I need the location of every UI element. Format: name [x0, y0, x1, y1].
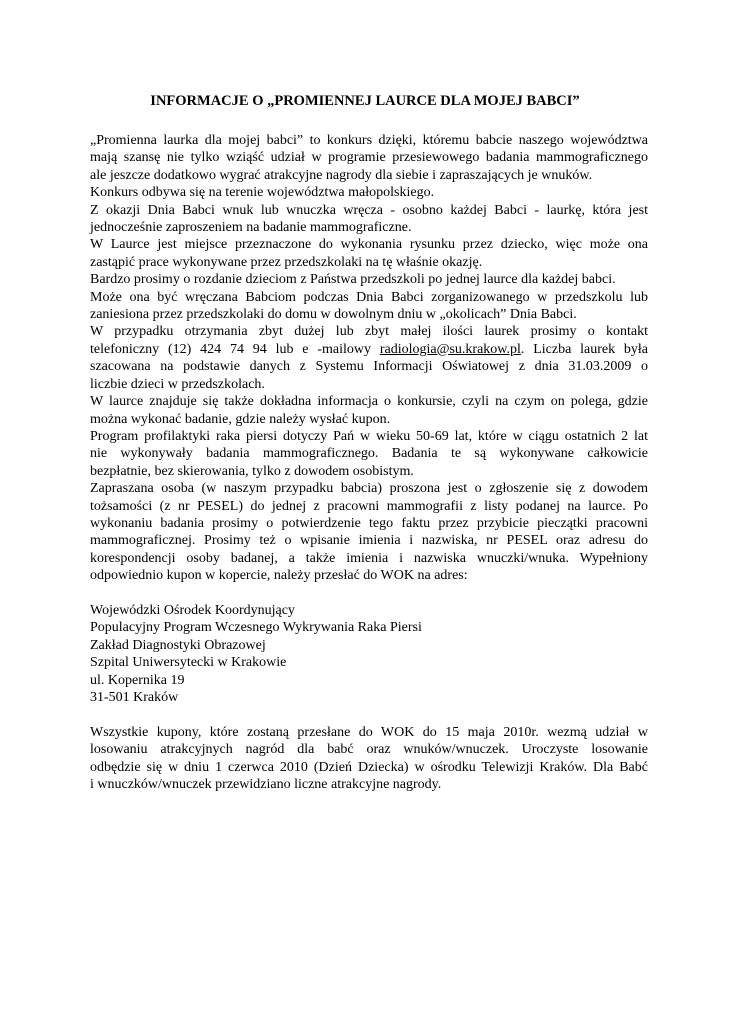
text-line: odbędzie się w dniu 1 czerwca 2010 (Dzień Dziecka) w ośrodku Telewizji Kraków. Dla Babć: [90, 759, 648, 775]
text-line: „Promienna laurka dla mojej babci” to konkurs dzięki, któremu babcie naszego województwa: [90, 133, 648, 148]
text-line: ale jeszcze dodatkowo wygrać atrakcyjne nagrody dla siebie i zapraszających je wnuków.: [90, 167, 593, 183]
paragraph-procedure: [90, 480, 648, 584]
paragraph-lottery: [90, 724, 648, 794]
text-line: nie wykonywały badania mammograficznego. Badania te są wykonywane całkowicie: [90, 446, 648, 462]
email-link[interactable]: radiologia@su.krakow.pl: [379, 341, 521, 357]
paragraph-drawing: [90, 236, 648, 271]
text-line: W przypadku otrzymania zbyt dużej lub zbyt małej ilości laurek prosimy o kontakt: [90, 324, 648, 340]
text-line: zaniesiona przez przedszkolaki do domu w dowolnym dniu w „okolicach” Dnia Babci.: [90, 307, 577, 323]
address-line: ul. Kopernika 19: [90, 672, 185, 688]
text-line: losowaniu atrakcyjnych nagród dla babć oraz wnuków/wnuczek. Uroczyste losowanie: [90, 742, 648, 758]
text-line: odpowiednio kupon w kopercie, należy przesłać do WOK na adres:: [90, 568, 468, 584]
spacer: [90, 706, 648, 723]
text-line: zastąpić prace wykonywane przez przedszkolaki na tę właśnie okazję.: [90, 254, 483, 270]
text-line: i wnuczków/wnuczek przewidziano liczne atrakcyjne nagrody.: [90, 777, 442, 792]
paragraph-contact: [90, 323, 648, 393]
text-line: można wykonać badanie, gdzie należy wysłać kupon.: [90, 411, 391, 427]
text-line: Bardzo prosimy o rozdanie dzieciom z Państwa przedszkoli po jednej laurce dla każdej babci.: [90, 272, 616, 288]
text-line: Wszystkie kupony, które zostaną przesłane do WOK do 15 maja 2010r. wezmą udział w: [90, 724, 648, 740]
address-line: Szpital Uniwersytecki w Krakowie: [90, 655, 287, 671]
text-line: mają szansę nie tylko wziąść udział w programie przesiewowego badania mammograficznego: [90, 150, 648, 166]
paragraph-program: [90, 428, 648, 480]
text-line: Zapraszana osoba (w naszym przypadku babcia) proszona jest o zgłoszenie się z dowodem: [90, 481, 648, 497]
text-line: mammograficznej. Prosimy też o wpisanie imienia i nazwiska, nr PESEL oraz adresu do: [90, 533, 648, 549]
paragraph-intro: [90, 132, 648, 202]
paragraph-occasion: [90, 202, 648, 237]
address-line: Zakład Diagnostyki Obrazowej: [90, 637, 266, 653]
paragraph-handover: [90, 289, 648, 324]
address-line: Wojewódzki Ośrodek Koordynujący: [90, 602, 295, 618]
document-body: [90, 132, 648, 793]
text-line: W Laurce jest miejsce przeznaczone do wykonania rysunku przez dziecko, więc może ona: [90, 237, 648, 253]
text-line: [90, 341, 648, 358]
address-line: Populacyjny Program Wczesnego Wykrywania Raka Piersi: [90, 620, 422, 636]
contact-phone-text: telefoniczny (12) 424 74 94 lub e -mailowy: [90, 341, 371, 357]
text-line: Może ona być wręczana Babciom podczas Dnia Babci zorganizowanego w przedszkolu lub: [90, 289, 648, 305]
spacer: [90, 585, 648, 602]
text-line: Program profilaktyki raka piersi dotyczy Pań w wieku 50-69 lat, które w ciągu ostatnich 2 lat: [90, 428, 648, 444]
document-title: INFORMACJE O „PROMIENNEJ LAURCE DLA MOJEJ BABCI”: [150, 93, 580, 109]
text-line: jednocześnie zaproszeniem na badanie mammograficzne.: [90, 220, 412, 236]
text-line: W laurce znajduje się także dokładna informacja o konkursie, czyli na czym on polega, gdzie: [90, 394, 648, 410]
text-line: korespondencji osoby badanej, a także imienia i nazwiska wnuczki/wnuka. Wypełniony: [90, 550, 648, 566]
contact-count-text: . Liczba laurek była: [520, 341, 649, 357]
text-line: wykonaniu badania prosimy o potwierdzenie tego faktu przez przybicie pieczątki pracowni: [90, 515, 648, 531]
text-line: Konkurs odbywa się na terenie województwa małopolskiego.: [90, 185, 435, 201]
mailing-address: [90, 602, 648, 706]
text-line: tożsamości (z nr PESEL) do jednej z pracowni mammografii z listy podanej na laurce. Po: [90, 498, 648, 514]
paragraph-info: [90, 393, 648, 428]
text-line: liczbie dzieci w przedszkolach.: [90, 376, 265, 392]
text-line: szacowana na podstawie danych z Systemu Informacji Oświatowej z dnia 31.03.2009 o: [90, 359, 648, 375]
paragraph-request: [90, 271, 648, 288]
text-line: Z okazji Dnia Babci wnuk lub wnuczka wręcza - osobno każdej Babci - laurkę, która jest: [90, 202, 648, 218]
text-line: bezpłatnie, bez skierowania, tylko z dowodem osobistym.: [90, 463, 414, 479]
address-line: 31-501 Kraków: [90, 689, 179, 705]
